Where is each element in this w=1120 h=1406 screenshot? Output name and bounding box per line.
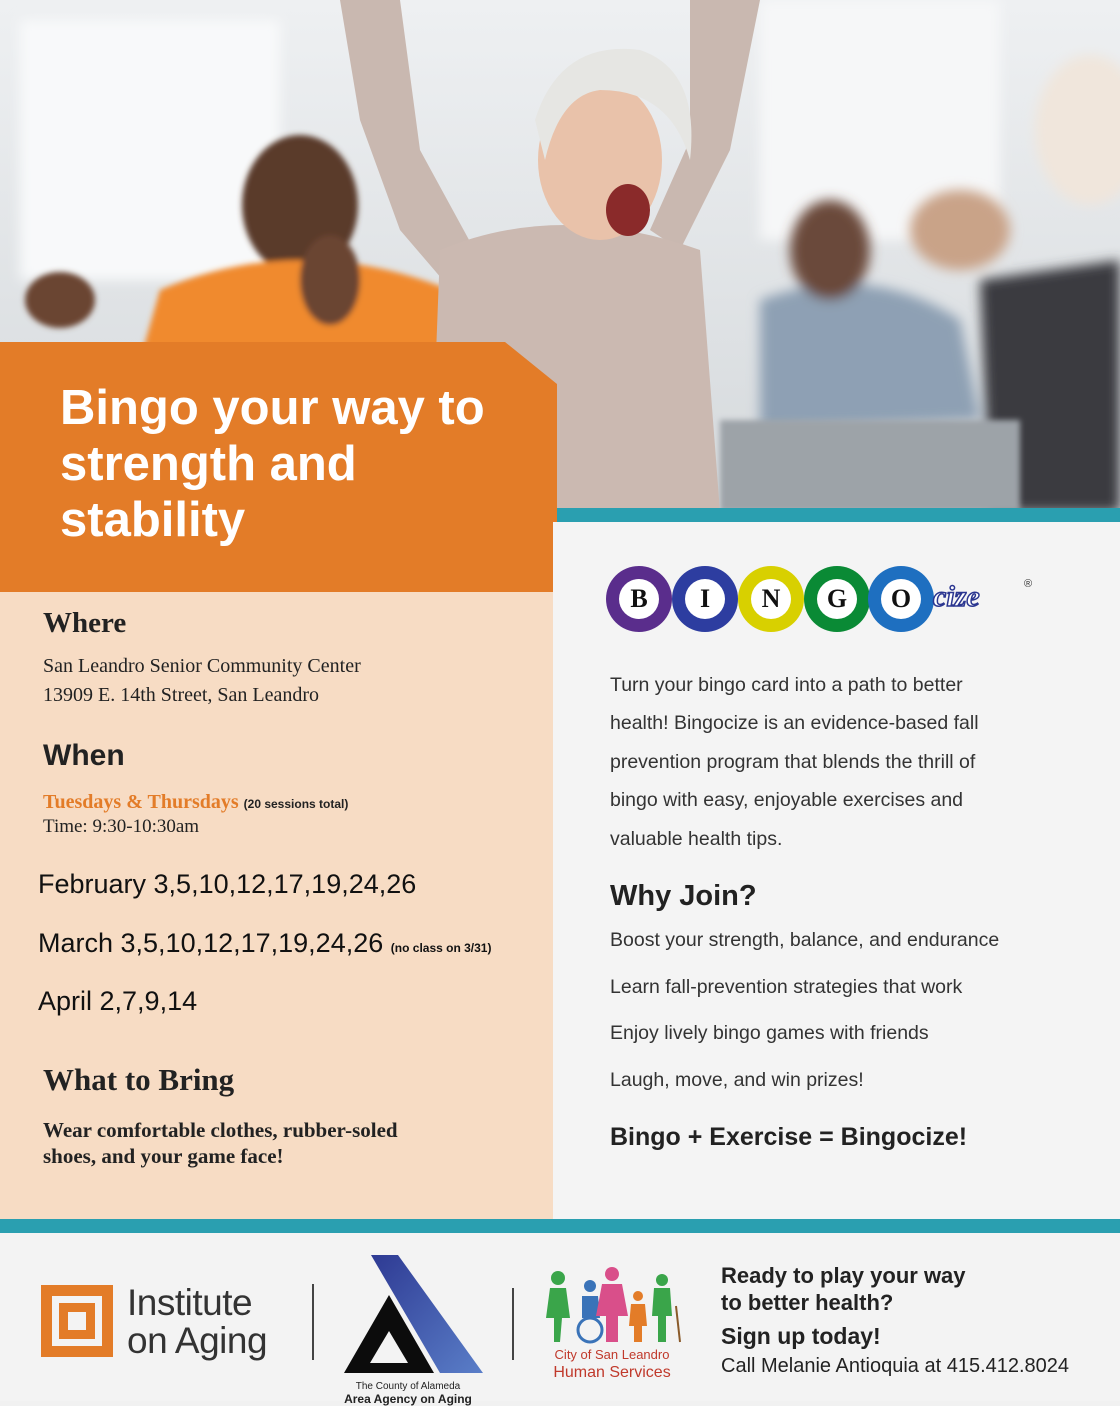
alameda-mark-icon bbox=[338, 1255, 483, 1378]
ioa-mark-icon bbox=[41, 1285, 113, 1357]
cta-line2: to better health? bbox=[721, 1290, 894, 1315]
bring-line2: shoes, and your game face! bbox=[43, 1144, 284, 1168]
dates-april: April 2,7,9,14 bbox=[38, 986, 198, 1016]
intro-line: bingo with easy, enjoyable exercises and bbox=[610, 789, 964, 811]
logo-ball-b: B bbox=[606, 566, 672, 632]
intro-line: Turn your bingo card into a path to better bbox=[610, 674, 963, 696]
sessions-note: (20 sessions total) bbox=[243, 797, 349, 811]
footer-accent-bar bbox=[0, 1219, 1120, 1233]
tagline: Bingo + Exercise = Bingocize! bbox=[610, 1123, 968, 1151]
alameda-line2: Area Agency on Aging bbox=[344, 1392, 472, 1406]
why-item: Learn fall-prevention strategies that work bbox=[610, 976, 963, 998]
family-figures-icon bbox=[542, 1266, 682, 1346]
logo-ball-o: O bbox=[868, 566, 934, 632]
logo-ball-n: N bbox=[738, 566, 804, 632]
divider bbox=[512, 1288, 514, 1360]
logo-ball-g: G bbox=[804, 566, 870, 632]
alameda-line1: The County of Alameda bbox=[355, 1381, 461, 1392]
sl-line2: Human Services bbox=[553, 1364, 671, 1381]
ioa-line1: Institute bbox=[127, 1282, 253, 1323]
dates-february: February 3,5,10,12,17,19,24,26 bbox=[38, 869, 417, 899]
why-item: Enjoy lively bingo games with friends bbox=[610, 1022, 929, 1044]
why-item: Laugh, move, and win prizes! bbox=[610, 1069, 864, 1091]
dates-march: March 3,5,10,12,17,19,24,26 bbox=[38, 928, 384, 958]
signup-text: Sign up today! bbox=[721, 1323, 881, 1349]
ioa-line2: on Aging bbox=[127, 1320, 268, 1361]
contact-phone[interactable]: Call Melanie Antioquia at 415.412.8024 bbox=[721, 1355, 1070, 1377]
when-days bbox=[43, 791, 348, 814]
cta-line1: Ready to play your way bbox=[721, 1263, 966, 1288]
divider bbox=[312, 1284, 314, 1360]
when-heading: When bbox=[43, 739, 125, 772]
bring-line1: Wear comfortable clothes, rubber-soled bbox=[43, 1118, 398, 1142]
logo-suffix: cize bbox=[933, 580, 980, 613]
logo-ball-i: I bbox=[672, 566, 738, 632]
bring-heading: What to Bring bbox=[43, 1062, 235, 1097]
intro-line: prevention program that blends the thrill of bbox=[610, 751, 976, 773]
intro-line: health! Bingocize is an evidence-based fall bbox=[610, 712, 979, 734]
where-venue: San Leandro Senior Community Center bbox=[43, 655, 361, 677]
accent-bar bbox=[555, 508, 1120, 522]
dates-march-row bbox=[38, 928, 491, 959]
sl-line1: City of San Leandro bbox=[554, 1347, 670, 1362]
when-time: Time: 9:30-10:30am bbox=[43, 816, 200, 837]
intro-line: valuable health tips. bbox=[610, 828, 783, 850]
why-item: Boost your strength, balance, and endurance bbox=[610, 929, 1000, 951]
days-label: Tuesdays & Thursdays bbox=[43, 791, 239, 813]
why-heading: Why Join? bbox=[610, 880, 757, 912]
where-heading: Where bbox=[43, 607, 127, 639]
march-note: (no class on 3/31) bbox=[390, 941, 492, 955]
where-address: 13909 E. 14th Street, San Leandro bbox=[43, 684, 320, 706]
logo-registered: ® bbox=[1024, 578, 1033, 590]
page-title: Bingo your way to strength and stability bbox=[60, 381, 485, 547]
